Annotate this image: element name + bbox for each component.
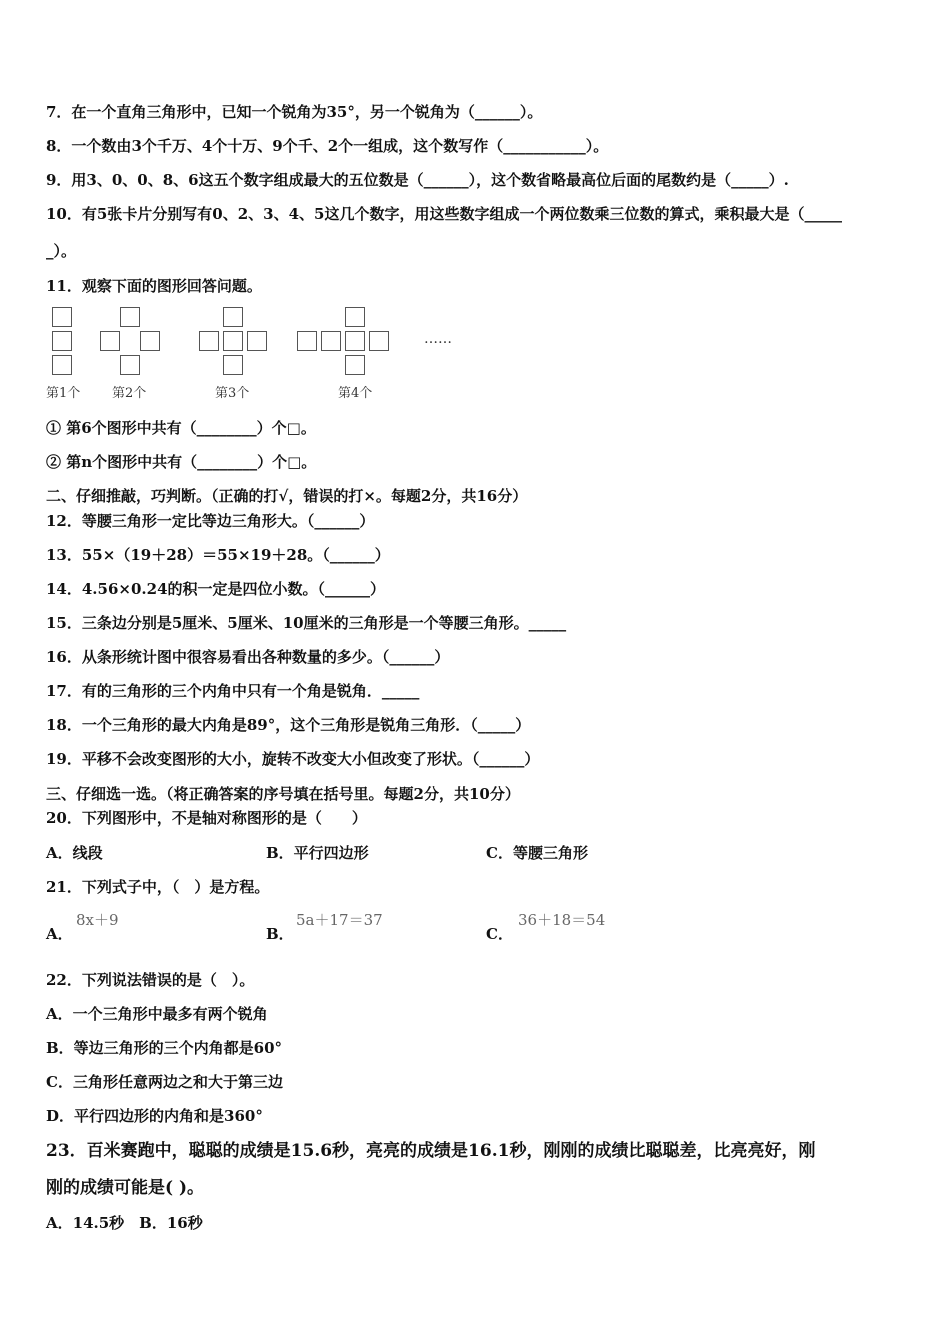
q22-option-a: A．一个三角形中最多有两个锐角 (46, 1005, 268, 1023)
q23-options: A．14.5秒 B．16秒 (46, 1214, 203, 1232)
q21-option-b-expression: 5a＋17＝37 (296, 911, 383, 929)
section-2-heading: 二、仔细推敲，巧判断。（正确的打√，错误的打×。每题2分，共16分） (46, 487, 528, 505)
question-10-continued: _）。 (46, 242, 77, 260)
question-19: 19．平移不会改变图形的大小，旋转不改变大小但改变了形状。（______） (46, 750, 540, 768)
square (223, 307, 243, 327)
q21-option-a-label: A． (46, 925, 73, 943)
q21-option-c-label: C． (486, 925, 513, 943)
q21-option-a-expression: 8x＋9 (76, 911, 119, 929)
square (369, 331, 389, 351)
q22-option-c: C．三角形任意两边之和大于第三边 (46, 1073, 283, 1091)
q20-option-a: A．线段 (46, 844, 103, 862)
square (120, 355, 140, 375)
question-11: 11．观察下面的图形回答问题。 (46, 277, 262, 295)
square (297, 331, 317, 351)
figure-caption-1: 第1个 (46, 386, 81, 401)
square (247, 331, 267, 351)
question-13: 13．55×（19＋28）＝55×19＋28。（______） (46, 546, 390, 564)
question-15: 15．三条边分别是5厘米、5厘米、10厘米的三角形是一个等腰三角形。_____ (46, 614, 567, 632)
question-20: 20．下列图形中，不是轴对称图形的是（ ） (46, 809, 367, 827)
square (345, 355, 365, 375)
question-10: 10．有5张卡片分别写有0、2、3、4、5这几个数字，用这些数字组成一个两位数乘三位数的算式，乘积最大是（_____ (46, 205, 843, 223)
square (199, 331, 219, 351)
square (52, 355, 72, 375)
question-14: 14．4.56×0.24的积一定是四位小数。（______） (46, 580, 386, 598)
q20-option-b: B．平行四边形 (266, 844, 369, 862)
question-22: 22．下列说法错误的是（ ）。 (46, 971, 255, 989)
square (345, 307, 365, 327)
square (223, 331, 243, 351)
square (52, 331, 72, 351)
q22-option-b: B．等边三角形的三个内角都是60° (46, 1039, 283, 1057)
question-23-continued: 刚的成绩可能是( )。 (46, 1178, 205, 1198)
figure-caption-4: 第4个 (338, 386, 373, 401)
square (120, 307, 140, 327)
square (345, 331, 365, 351)
square (52, 307, 72, 327)
q21-option-c-expression: 36＋18＝54 (518, 911, 606, 929)
question-12: 12．等腰三角形一定比等边三角形大。（______） (46, 512, 375, 530)
question-16: 16．从条形统计图中很容易看出各种数量的多少。（______） (46, 648, 450, 666)
square (321, 331, 341, 351)
question-11-part-1: ① 第6个图形中共有（________）个□。 (46, 419, 316, 437)
figure-caption-2: 第2个 (112, 386, 147, 401)
square (223, 355, 243, 375)
q20-option-c: C．等腰三角形 (486, 844, 588, 862)
question-17: 17．有的三角形的三个内角中只有一个角是锐角．_____ (46, 682, 420, 700)
figure-caption-3: 第3个 (215, 386, 250, 401)
ellipsis: …… (424, 331, 452, 347)
q21-option-b-label: B． (266, 925, 294, 943)
question-9: 9．用3、0、0、8、6这五个数字组成最大的五位数是（______），这个数省略最高位后面的尾数约是（_____）. (46, 171, 789, 189)
question-23: 23．百米赛跑中，聪聪的成绩是15.6秒，亮亮的成绩是16.1秒，刚刚的成绩比聪聪差，比亮亮好，刚 (46, 1141, 816, 1161)
section-3-heading: 三、仔细选一选。（将正确答案的序号填在括号里。每题2分，共10分） (46, 785, 520, 803)
question-8: 8．一个数由3个千万、4个十万、9个千、2个一组成，这个数写作（___________）。 (46, 137, 609, 155)
square (100, 331, 120, 351)
square-pattern-figure (46, 304, 486, 404)
q22-option-d: D．平行四边形的内角和是360° (46, 1107, 263, 1125)
question-18: 18．一个三角形的最大内角是89°，这个三角形是锐角三角形．（_____） (46, 716, 531, 734)
question-11-part-2: ② 第n个图形中共有（________）个□。 (46, 453, 317, 471)
square (140, 331, 160, 351)
question-21: 21．下列式子中，（ ）是方程。 (46, 878, 270, 896)
question-7: 7．在一个直角三角形中，已知一个锐角为35°，另一个锐角为（______）。 (46, 103, 543, 121)
